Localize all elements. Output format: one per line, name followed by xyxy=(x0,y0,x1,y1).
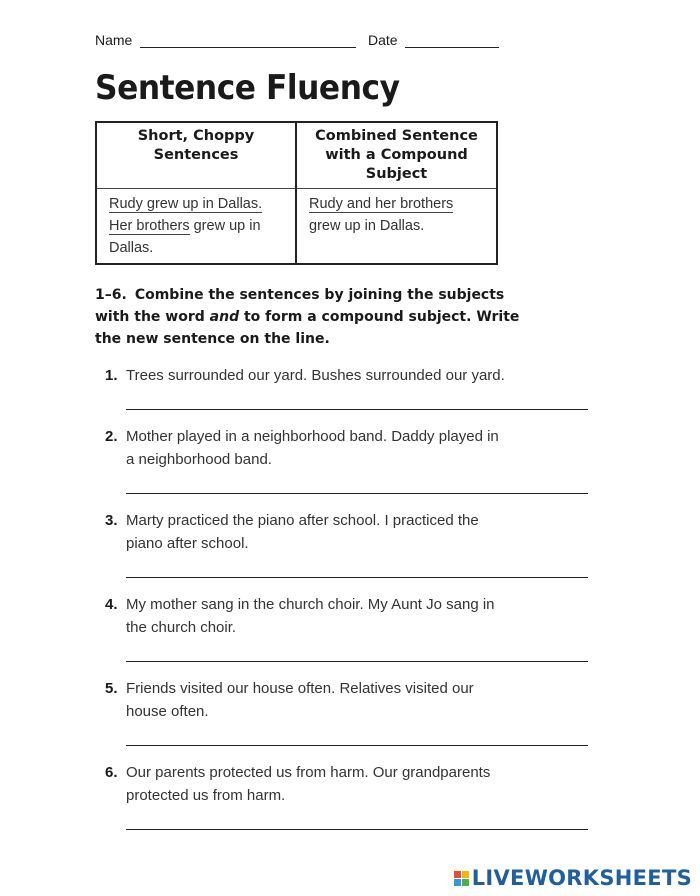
question-text xyxy=(126,425,526,471)
answer-line-1[interactable] xyxy=(126,409,588,410)
question-number: 1. xyxy=(105,367,118,384)
question-text-line-1: Friends visited our house often. Relatives visited our xyxy=(126,680,474,697)
header-row xyxy=(95,32,398,48)
question-text-line-2: house often. xyxy=(126,703,209,720)
page-title: Sentence Fluency xyxy=(95,68,400,108)
answer-line-4[interactable] xyxy=(126,661,588,662)
instructions-range: 1–6. xyxy=(95,287,127,303)
date-label: Date xyxy=(368,32,398,48)
question-text-line-2: the church choir. xyxy=(126,619,237,636)
question-text xyxy=(126,364,526,387)
question-text-line-1: Our parents protected us from harm. Our grandparents xyxy=(126,764,491,781)
question-text xyxy=(126,677,526,723)
question-text-line-1: Marty practiced the piano after school. I practiced the xyxy=(126,512,479,529)
answer-line-2[interactable] xyxy=(126,493,588,494)
date-group xyxy=(368,32,499,48)
answer-line-3[interactable] xyxy=(126,577,588,578)
example-table-header-row xyxy=(96,122,497,189)
question-number: 3. xyxy=(105,512,118,529)
question-text-line-2: protected us from harm. xyxy=(126,787,286,804)
liveworksheets-logo-icon xyxy=(454,871,469,886)
name-label: Name xyxy=(95,32,133,48)
question-text-line-1: My mother sang in the church choir. My Aunt Jo sang in xyxy=(126,596,495,613)
choppy-line-3: Dallas. xyxy=(109,240,154,256)
combined-rest: grew up in Dallas. xyxy=(309,218,425,234)
question-number: 5. xyxy=(105,680,118,697)
instructions-emphasis: and xyxy=(209,309,240,325)
question-text-line-1: Mother played in a neighborhood band. Daddy played in xyxy=(126,428,499,445)
question-number: 6. xyxy=(105,764,118,781)
name-line[interactable] xyxy=(140,33,356,48)
question-text xyxy=(126,509,526,555)
choppy-cell xyxy=(96,189,296,265)
header-combined: Combined Sentence with a Compound Subject xyxy=(296,122,497,189)
header-choppy: Short, Choppy Sentences xyxy=(96,122,296,189)
choppy-line-1: Rudy grew up in Dallas. xyxy=(109,196,263,212)
date-line[interactable] xyxy=(405,33,499,48)
example-table-row xyxy=(96,189,497,265)
combined-cell xyxy=(296,189,497,265)
instructions-part2: to form a compound subject. Write the new sentence on the line. xyxy=(95,309,520,347)
question-text xyxy=(126,593,526,639)
instructions-part1: Combine the sentences by joining the subjects with the word xyxy=(95,287,505,325)
question-text-line-2: a neighborhood band. xyxy=(126,451,272,468)
question-text-line-1: Trees surrounded our yard. Bushes surrounded our yard. xyxy=(126,367,505,384)
example-table xyxy=(95,121,498,265)
answer-line-6[interactable] xyxy=(126,829,588,830)
choppy-line-2-rest: grew up in xyxy=(189,218,261,234)
question-number: 2. xyxy=(105,428,118,445)
instructions xyxy=(95,284,525,350)
choppy-subject-2: Her brothers xyxy=(109,218,190,234)
question-number: 4. xyxy=(105,596,118,613)
combined-subject: Rudy and her brothers xyxy=(309,196,454,212)
brand-watermark[interactable] xyxy=(454,866,692,890)
question-text-line-2: piano after school. xyxy=(126,535,249,552)
question-text xyxy=(126,761,526,807)
brand-name: LIVEWORKSHEETS xyxy=(471,866,692,890)
answer-line-5[interactable] xyxy=(126,745,588,746)
